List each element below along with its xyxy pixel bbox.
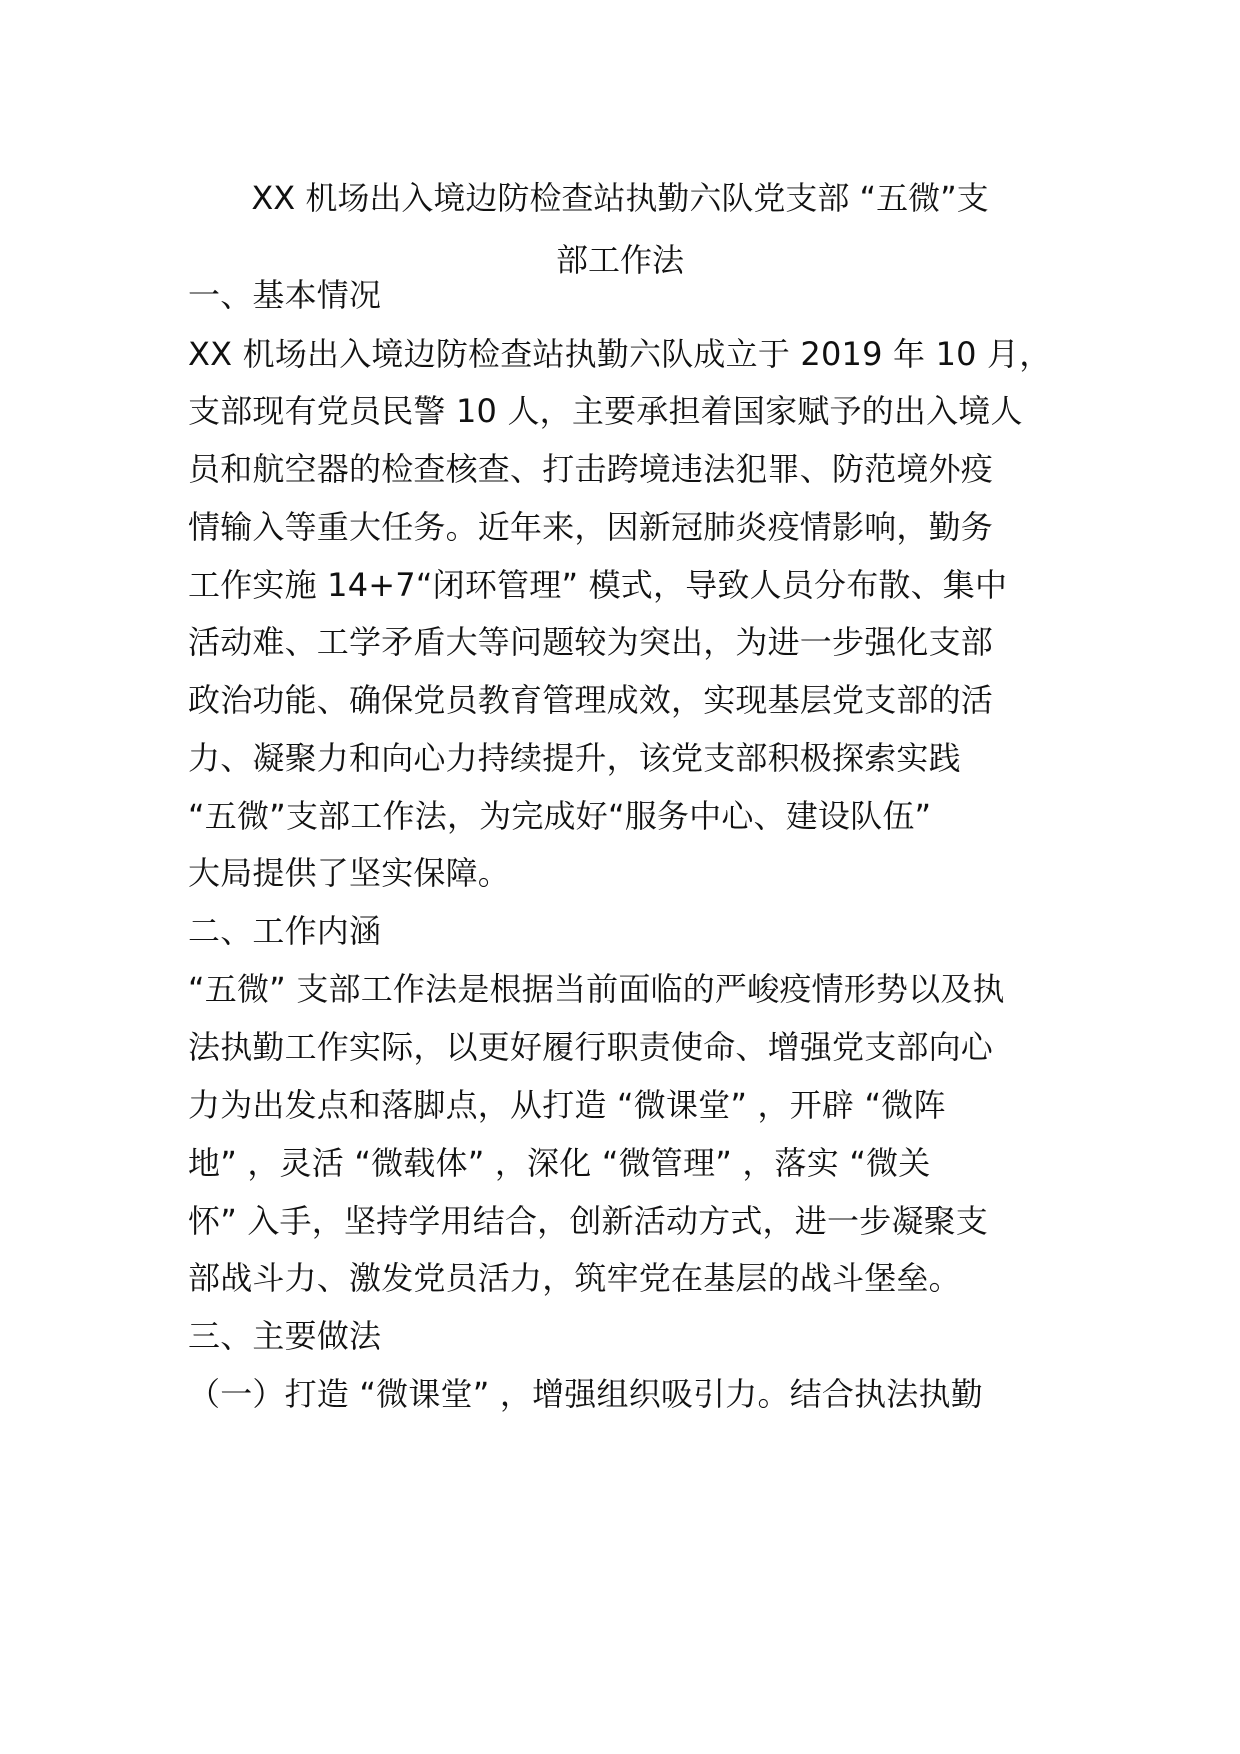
- section-heading-work-connotation: 二、工作内涵: [188, 912, 382, 950]
- body-text-line: “五微” 支部工作法是根据当前面临的严峻疫情形势以及执: [188, 970, 1005, 1008]
- section-heading-basic-situation: 一、基本情况: [188, 276, 382, 314]
- document-title-line-2: 部工作法: [555, 241, 684, 279]
- body-text-line: 情输入等重大任务。近年来，因新冠肺炎疫情影响，勤务: [188, 508, 994, 546]
- body-text-line: 大局提供了坚实保障。: [188, 854, 511, 892]
- body-text-line: 力、凝聚力和向心力持续提升，该党支部积极探索实践: [188, 739, 961, 777]
- section-heading-main-practices: 三、主要做法: [188, 1317, 382, 1355]
- body-text-line: 员和航空器的检查核查、打击跨境违法犯罪、防范境外疫: [188, 450, 994, 488]
- document-title-line-1: XX 机场出入境边防检查站执勤六队党支部 “五微”支: [251, 179, 989, 217]
- body-text-line: 地” ，灵活 “微载体” ，深化 “微管理” ，落实 “微关: [188, 1144, 931, 1182]
- body-text-line: 支部现有党员民警 10 人，主要承担着国家赋予的出入境人: [188, 392, 1023, 430]
- body-text-line: 工作实施 14+7“闭环管理” 模式，导致人员分布散、集中: [188, 566, 1008, 604]
- body-text-line: 力为出发点和落脚点，从打造 “微课堂” ，开辟 “微阵: [188, 1086, 946, 1124]
- body-text-line: 法执勤工作实际，以更好履行职责使命、增强党支部向心: [188, 1028, 994, 1066]
- body-text-line: “五微”支部工作法，为完成好“服务中心、建设队伍”: [188, 797, 932, 835]
- body-text-line: 部战斗力、激发党员活力，筑牢党在基层的战斗堡垒。: [188, 1259, 961, 1297]
- body-text-line: 政治功能、确保党员教育管理成效，实现基层党支部的活: [188, 681, 994, 719]
- body-text-line: XX 机场出入境边防检查站执勤六队成立于 2019 年 10 月，: [188, 335, 1052, 373]
- subsection-heading: （一）打造 “微课堂” ，增强组织吸引力。结合执法执勤: [188, 1375, 983, 1413]
- body-text-line: 怀” 入手，坚持学用结合，创新活动方式，进一步凝聚支: [188, 1202, 988, 1240]
- body-text-line: 活动难、工学矛盾大等问题较为突出，为进一步强化支部: [188, 623, 994, 661]
